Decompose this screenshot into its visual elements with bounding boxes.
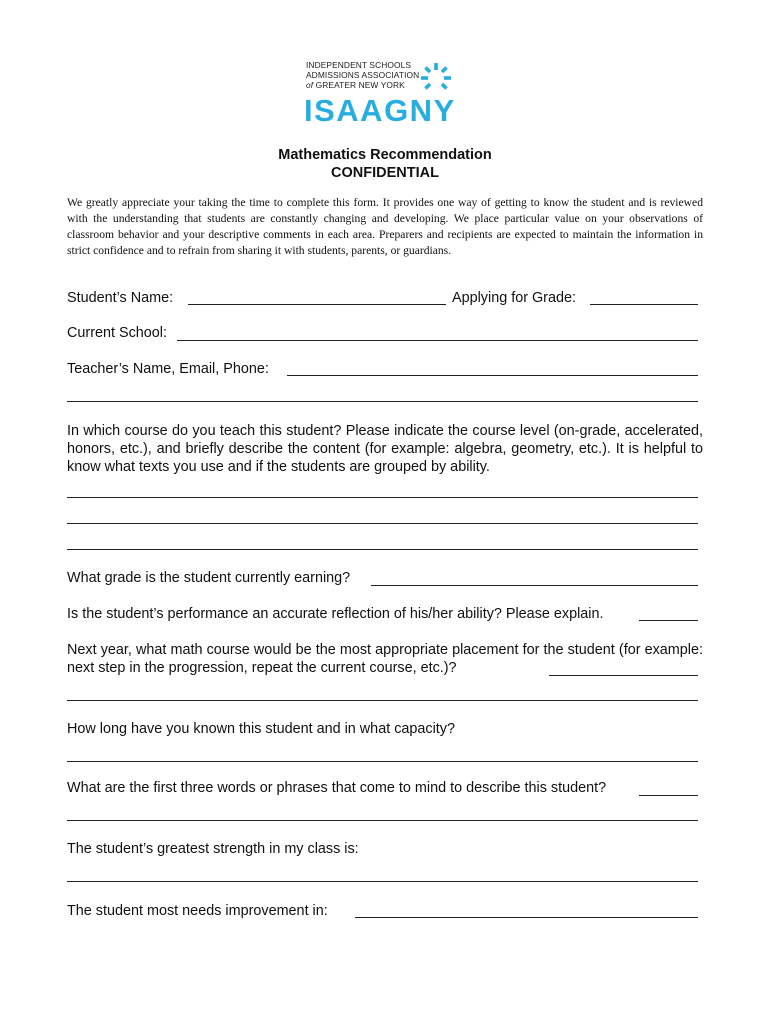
logo-wordmark: ISAAGNY [304, 93, 456, 128]
three-words-field-continued[interactable] [67, 820, 698, 821]
how-long-question: How long have you known this student and in what capacity? [67, 721, 455, 737]
performance-question: Is the student’s performance an accurate reflection of his/her ability? Please explain. [67, 606, 604, 622]
intro-paragraph: We greatly appreciate your taking the time to complete this form. It provides one way of getting to know the student and is reviewed with the understanding that students are constantly changing and developing. We place particular value on your observations of classroom behavior and your descriptive comments in each area. Preparers and recipients are expected to maintain the information in strict confidence and to refrain from sharing it with students, parents, or guardians. [67, 196, 703, 257]
course-answer-line-2[interactable] [67, 523, 698, 524]
logo-line-3 [306, 80, 419, 90]
course-answer-line-3[interactable] [67, 549, 698, 550]
next-year-field-continued[interactable] [67, 700, 698, 701]
next-year-field[interactable] [549, 675, 698, 676]
logo-line-2: ADMISSIONS ASSOCIATION [306, 70, 420, 80]
course-answer-line-1[interactable] [67, 497, 698, 498]
form-title: Mathematics Recommendation [278, 147, 492, 163]
strength-prompt: The student’s greatest strength in my class is: [67, 841, 359, 857]
grade-earning-field[interactable] [371, 585, 698, 586]
teacher-info-field[interactable] [287, 375, 698, 376]
three-words-field[interactable] [639, 795, 698, 796]
improvement-prompt: The student most needs improvement in: [67, 903, 328, 919]
logo-line-3-rest: GREATER NEW YORK [313, 80, 405, 90]
current-school-label: Current School: [67, 325, 167, 341]
student-name-label: Student’s Name: [67, 290, 174, 306]
improvement-field[interactable] [355, 917, 698, 918]
teacher-info-field-continued[interactable] [67, 401, 698, 402]
performance-field[interactable] [639, 620, 698, 621]
logo-line-1: INDEPENDENT SCHOOLS [306, 60, 412, 70]
strength-answer-line[interactable] [67, 881, 698, 882]
current-school-field[interactable] [177, 340, 698, 341]
sunburst-icon [419, 61, 453, 95]
course-question: In which course do you teach this student? Please indicate the course level (on-grade, accelerated, honors, etc.), and briefly describe the content (for example: algebra, geometry, etc.). It is helpful to know what texts you use and if the students are grouped by ability. [67, 423, 703, 475]
teacher-info-label: Teacher’s Name, Email, Phone: [67, 361, 269, 377]
logo-association-text [306, 60, 419, 90]
grade-earning-question: What grade is the student currently earning? [67, 570, 351, 586]
student-name-field[interactable] [188, 304, 446, 305]
confidential-label: CONFIDENTIAL [331, 165, 439, 181]
applying-grade-field[interactable] [590, 304, 698, 305]
applying-grade-label: Applying for Grade: [452, 290, 576, 306]
logo-of: of [306, 80, 314, 90]
how-long-answer-line[interactable] [67, 761, 698, 762]
isaagny-logo [306, 60, 466, 132]
next-year-question: Next year, what math course would be the most appropriate placement for the student (for example: next step in the progression, repeat the current course, etc.)? [67, 642, 703, 676]
three-words-question: What are the first three words or phrases that come to mind to describe this student? [67, 780, 607, 796]
